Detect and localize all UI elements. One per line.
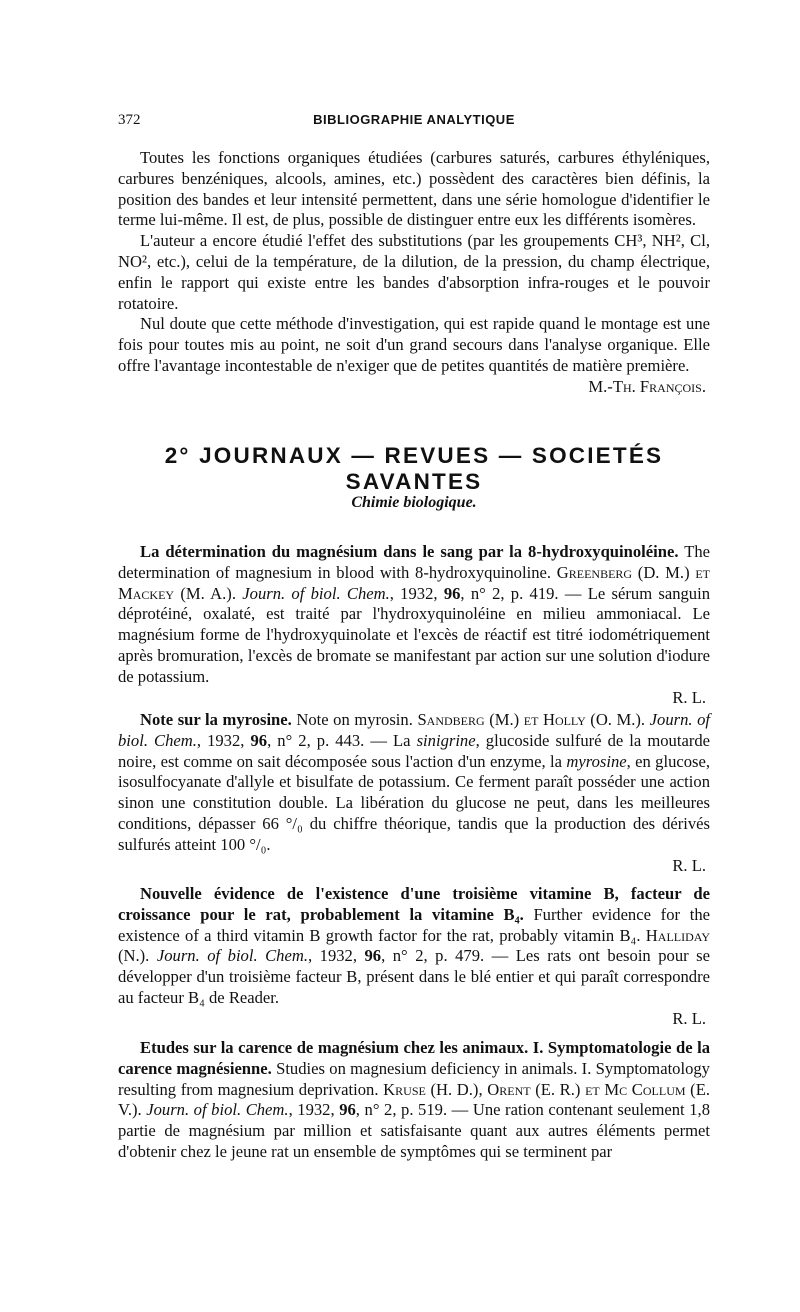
entry-4-title: Etudes sur la carence de magnésium chez les animaux. I. Symptomatologie de la carence magnésienne. — [118, 1038, 710, 1078]
entry-4-orig-title: Studies on magnesium deficiency in animals. I. Symptomatology resulting from magnesium deprivation. — [118, 1058, 710, 1099]
entry-3-body: — Les rats ont besoin pour se développer d'un troisième facteur B, présent dans le blé entier et qui paraît correspondre au facteur B₄ de Reader. — [118, 946, 710, 1007]
entry-3-orig-title: Further evidence for the existence of a third vitamin B growth factor for the rat, probably vitamin B₄. — [118, 904, 710, 945]
entry-4-issue: , n° 2, p. 519. — [355, 1100, 448, 1120]
entry-1-journal: Journ. of biol. Chem. — [242, 583, 390, 603]
section-title: 2° JOURNAUX — REVUES — SOCIETÉS SAVANTES — [164, 443, 664, 494]
intro-paragraph-3-text: Nul doute que cette méthode d'investigation, qui est rapide quand le montage est une fois pour toutes mis au point, ne soit d'un grand secours dans l'analyse organique. Elle offre l'avantage incontestable de n'exiger que de petites quantités de matière première. — [118, 314, 710, 375]
entry-2-term-myrosine: myrosine — [566, 751, 627, 771]
entry-4-authors: Kruse (H. D.), Orent (E. R.) et Mc Collum (E. V.). — [118, 1079, 710, 1120]
entry-2-year: , 1932, — [196, 730, 245, 750]
entry-1-title: La détermination du magnésium dans le sang par la 8-hydroxyquinoléine. — [140, 542, 679, 561]
entry-1-orig-title: The determination of magnesium in blood with 8-hydroxyquinoline. — [118, 542, 710, 582]
entry-3-title: Nouvelle évidence de l'existence d'une troisième vitamine B, facteur de croissance pour le rat, probablement la vitamine B₄. — [118, 884, 710, 924]
entry-2-volume: 96 — [250, 730, 268, 750]
entry-2-body-b: , glucoside sulfuré de la moutarde noire, est comme on sait décomposée sous l'action d'un enzyme, la — [118, 730, 711, 771]
entry-1-year: , 1932, — [389, 583, 438, 603]
entry-1-paragraph — [118, 542, 710, 688]
entry-3-journal: Journ. of biol. Chem. — [156, 946, 308, 966]
entry-3-paragraph — [118, 884, 710, 1009]
running-title: BIBLIOGRAPHIE ANALYTIQUE — [313, 112, 515, 127]
entry-4-year: , 1932, — [288, 1100, 335, 1120]
entry-1-issue: , n° 2, p. 419. — [460, 583, 559, 603]
entry-2-paragraph — [118, 710, 710, 856]
page-header — [118, 112, 710, 132]
entry-4-paragraph — [118, 1038, 710, 1163]
intro-paragraph-3 — [118, 314, 710, 376]
entry-2-term-sinigrine: sinigrine — [416, 730, 476, 750]
entry-2-issue: , n° 2, p. 443. — [267, 730, 365, 750]
entry-4-journal: Journ. of biol. Chem. — [146, 1100, 289, 1120]
entry-2 — [118, 710, 710, 876]
intro-signature: M.-Th. François. — [588, 376, 706, 396]
entry-1-signature: R. L. — [672, 687, 706, 707]
entry-2-title: Note sur la myrosine. — [140, 710, 292, 729]
entry-1-body: — Le sérum sanguin déprotéiné, oxalaté, est traité par l'hydroxyquinoléine en milieu ammoniacal. Le magnésium forme de l'hydroxyquinolate et l'excès de réactif est titré iodométriquement après bromuration, l'excès de bromate se manifestant par action sur une solution d'iodure de potassium. — [118, 583, 711, 686]
entry-4-volume: 96 — [339, 1100, 356, 1120]
subsection-title: Chimie biologique. — [351, 494, 477, 511]
entry-3-authors: Halliday (N.). — [118, 925, 710, 966]
entry-2-journal: Journ. of biol. Chem. — [118, 710, 710, 750]
intro-paragraph-2: L'auteur a encore étudié l'effet des substitutions (par les groupements CH³, NH², Cl, NO², etc.), celui de la température, de la dilution, de la pression, du champ électrique, enfin le rapport qui existe entre les bandes d'absorption infra-rouges et le pouvoir rotatoire. — [118, 231, 710, 313]
entry-2-orig-title: Note on myrosin. — [296, 710, 413, 729]
page-number: 372 — [118, 112, 141, 128]
entry-2-body-c: , en glucose, isosulfocyanate d'allyle et bisulfate de potassium. Ce ferment paraît posséder une action sinon une constitution double. La libération du glucose ne peut, dans les meilleures conditions, dépasser 66 °/₀ du chiffre théorique, tandis que la production des dérivés sulfurés atteint 100 °/₀. — [118, 751, 710, 854]
entry-4-body: — Une ration contenant seulement 1,8 partie de magnésium par million et satisfaisante quant aux autres éléments permet d'obtenir chez le jeune rat un ensemble de symptômes qui se terminent par — [118, 1100, 710, 1161]
entry-3-year: , 1932, — [307, 946, 357, 966]
intro-review — [118, 148, 710, 398]
entry-3-volume: 96 — [364, 946, 382, 966]
entry-4 — [118, 1038, 710, 1163]
intro-paragraph-1: Toutes les fonctions organiques étudiées (carbures saturés, carbures éthyléniques, carbures benzéniques, alcools, amines, etc.) possèdent des caractères bien définis, la position des bandes et leur intensité permettent, dans une série homologue d'identifier le terme lui-même. Il est, de plus, possible de distinguer entre eux les différents isomères. — [118, 148, 710, 230]
entry-2-body-a: — La — [364, 730, 417, 750]
entry-1-volume: 96 — [443, 583, 461, 603]
entry-3-issue: , n° 2, p. 479. — [381, 946, 485, 966]
entry-3-signature: R. L. — [672, 1008, 706, 1028]
entry-1 — [118, 542, 710, 708]
entry-2-authors: Sandberg (M.) et Holly (O. M.). — [417, 710, 646, 729]
entry-2-signature: R. L. — [672, 855, 706, 875]
entry-3 — [118, 884, 710, 1030]
entry-1-authors: Greenberg (D. M.) et Mackey (M. A.). — [118, 562, 710, 603]
